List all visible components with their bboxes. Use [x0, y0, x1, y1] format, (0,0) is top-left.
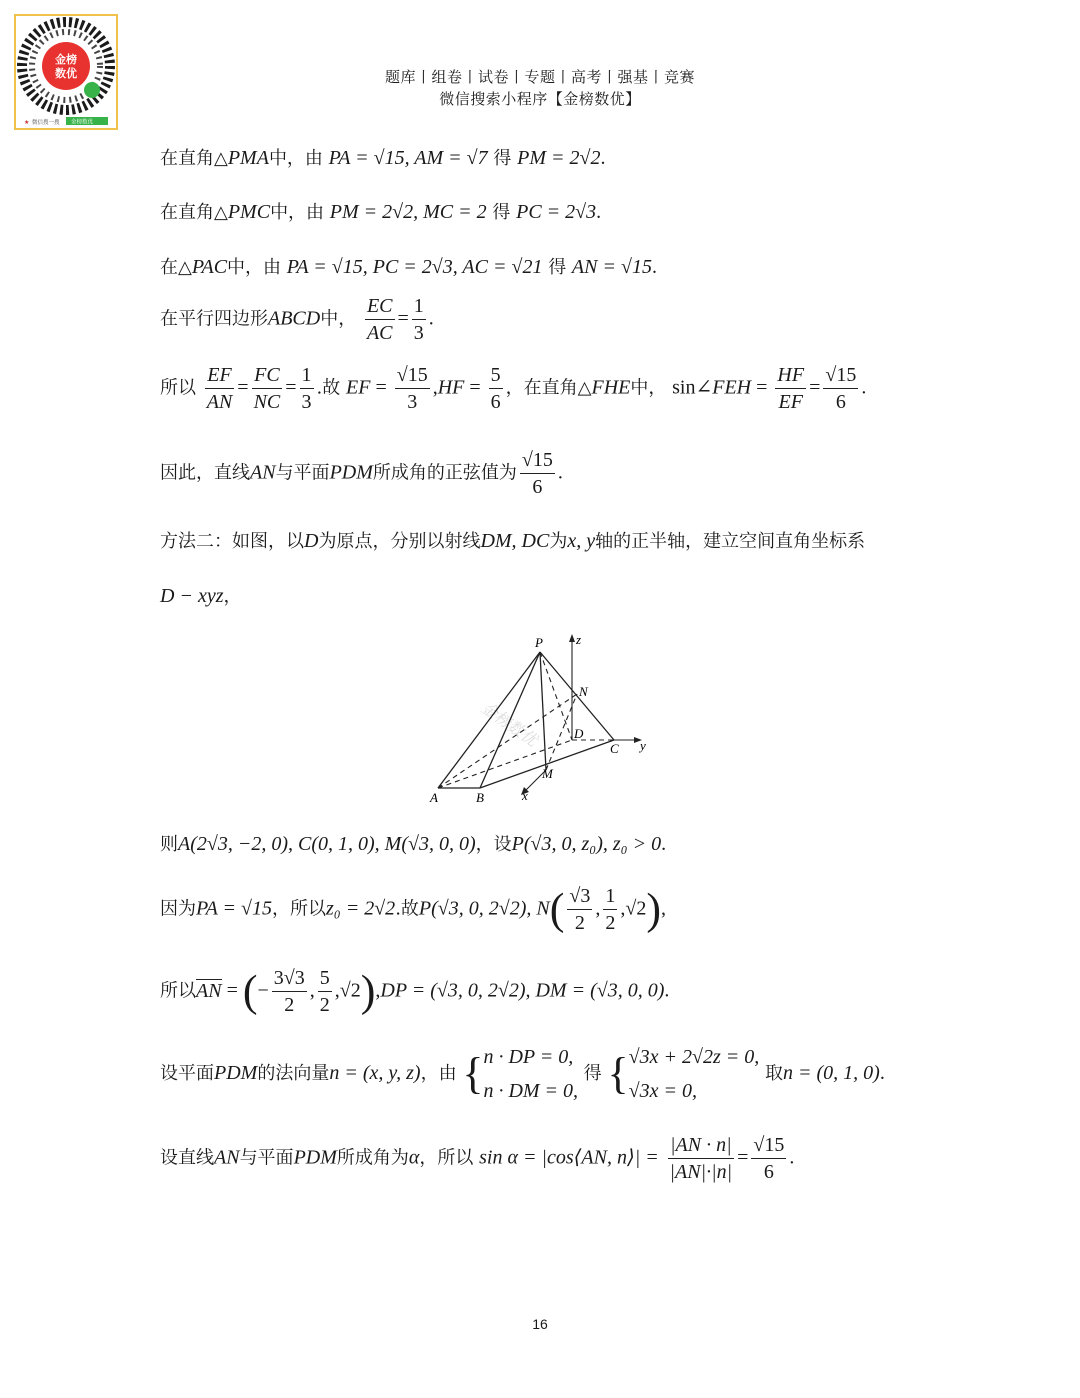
line-10: 因为PA = √15，所以z₀ = 2√2.故P(√3, 0, 2√2), N( $\frac{√3}{2}$ , $\frac{1}{2}$ ,√2), [160, 884, 667, 934]
line-8: D − xyz， [160, 585, 242, 607]
label-x: x [522, 788, 528, 803]
pyramid-figure [420, 630, 680, 810]
line-2: 在直角△PMC中，由 PM = 2√2, MC = 2 得 PC = 2√3. [160, 201, 602, 223]
label-M: M [542, 766, 553, 781]
label-P: P [535, 635, 543, 650]
figure-watermark: 金榜数优 [477, 699, 540, 750]
logo-footer-left: 微信搜一搜 [32, 120, 60, 126]
line-6: 因此，直线AN与平面PDM所成角的正弦值为 $\frac{√15}{6}$ . [160, 449, 563, 498]
page-number: 16 [532, 1316, 548, 1332]
label-C: C [610, 741, 619, 756]
line-9: 则A(2√3, −2, 0), C(0, 1, 0), M(√3, 0, 0)，设P(√3, 0, z₀), z₀ > 0. [160, 833, 667, 855]
line-3: 在△PAC中，由 PA = √15, PC = 2√3, AC = √21 得 AN = √15. [160, 256, 657, 278]
line-1: 在直角△PMA中，由 PA = √15, AM = √7 得 PM = 2√2. [160, 147, 606, 169]
line-11: 所以AN = (− $\frac{3√3}{2}$ , $\frac{5}{2}$ ,√2),DP = (√3, 0, 2√2), DM = (√3, 0, 0). [160, 966, 670, 1016]
header-subtitle: 微信搜索小程序【金榜数优】 [439, 90, 641, 108]
label-D: D [574, 726, 584, 741]
logo-footer-right: 金榜数优 [71, 119, 94, 126]
line-7: 方法二：如图，以D为原点，分别以射线DM, DC为x, y轴的正半轴，建立空间直角坐标系 [160, 530, 866, 552]
label-y: y [640, 738, 646, 753]
label-B: B [476, 790, 484, 805]
header-nav: 题库丨组卷丨试卷丨专题丨高考丨强基丨竞赛 [384, 68, 695, 86]
line-12: 设平面PDM的法向量n = (x, y, z)，由 { n · DP = 0, n · DM = 0, 得 { √3x + 2√2z = 0, √3x = 0, 取n = (0, 1, 0). [160, 1046, 885, 1102]
line-4: 在平行四边形ABCD中， $\frac{EC}{AC}$ = $\frac{1}{3}$ . [160, 295, 434, 344]
line-5: 所以 $\frac{EF}{AN}$ = $\frac{FC}{NC}$ = $\frac{1}{3}$ .故 EF = $\frac{√15}{3}$ ,HF = $\frac{5}{6}$ ，在直角△FHE中， sin∠FEH = $\frac{HF}{EF}$ = $\frac{√15}{6}$ . [160, 364, 867, 413]
label-z: z [576, 632, 582, 647]
label-A: A [430, 790, 438, 805]
logo-center-text-2: 数优 [55, 67, 77, 80]
logo-center-text-1: 金榜 [55, 53, 77, 66]
label-N: N [579, 684, 588, 699]
line-13: 设直线AN与平面PDM所成角为α，所以 sin α = |cos⟨AN, n⟩| = $\frac{|AN \cdot n|}{|AN|\cdot|n|}$ = $\frac{√15}{6}$ . [160, 1134, 795, 1183]
svg-text:★: ★ [24, 119, 30, 126]
